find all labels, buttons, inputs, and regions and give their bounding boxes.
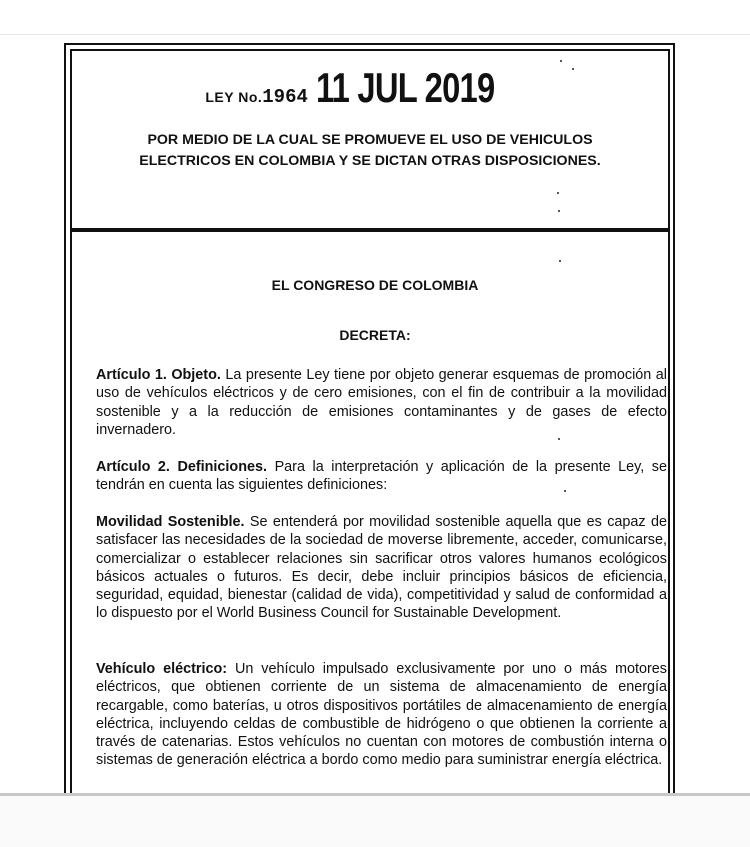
- scan-speck: [560, 60, 562, 62]
- article-text: Para la interpretación y aplicación de la presente Ley, se tendrán en cuenta las siguientes definiciones:: [96, 459, 667, 494]
- law-title: [90, 130, 650, 172]
- scan-speck: [564, 490, 566, 492]
- scan-speck: [558, 210, 560, 212]
- inner-frame-left: [70, 49, 72, 803]
- viewer-top-rule: [0, 34, 750, 35]
- definition-heading: Vehículo eléctrico:: [96, 661, 228, 677]
- definition-heading: Movilidad Sostenible.: [96, 514, 245, 530]
- article-text: La presente Ley tiene por objeto generar esquemas de promoción al uso de vehículos eléctricos y de cero emisiones, con el fin de contribuir a la movilidad sostenible y a la reducción de emisiones contaminantes y de gases de efecto invernadero.: [96, 367, 667, 438]
- header-divider: [70, 228, 669, 232]
- article-heading: Artículo 2. Definiciones.: [96, 459, 268, 475]
- law-number-line: [0, 64, 750, 112]
- scan-speck: [558, 438, 560, 440]
- scan-speck: [557, 192, 559, 194]
- decree-heading: DECRETA:: [339, 327, 411, 343]
- definition-text: Un vehículo impulsado exclusivamente por uno o más motores eléctricos, que obtienen corriente de un sistema de almacenamiento de energía recargable, como baterías, u otros dispositivos portátiles de almacenamiento de energía eléctrica, incluyendo celdas de combustible de hidrógeno o que obtienen la corriente a través de catenarias. Estos vehículos no cuentan con motores de combustión interna o sistemas de generación eléctrica a bordo como medio para suministrar energía eléctrica.: [96, 661, 667, 769]
- article-2: [96, 458, 667, 495]
- article-1: [96, 366, 667, 439]
- scan-speck: [559, 260, 561, 262]
- viewer-bottom-band: [0, 793, 750, 847]
- law-date-stamp: 11 JUL 2019: [315, 64, 495, 111]
- law-title-line-1: POR MEDIO DE LA CUAL SE PROMUEVE EL USO DE VEHICULOS: [147, 132, 593, 148]
- definition-sustainable-mobility: [96, 513, 667, 623]
- inner-frame-right: [668, 49, 670, 803]
- scan-speck: [572, 68, 574, 70]
- law-title-line-2: ELECTRICOS EN COLOMBIA Y SE DICTAN OTRAS DISPOSICIONES.: [139, 153, 601, 169]
- inner-frame-top: [70, 49, 669, 51]
- law-number: 1964: [262, 86, 308, 108]
- law-label: LEY No.: [205, 89, 263, 105]
- article-heading: Artículo 1. Objeto.: [96, 367, 221, 383]
- issuer-heading: EL CONGRESO DE COLOMBIA: [271, 277, 479, 293]
- definition-electric-vehicle: [96, 660, 667, 770]
- definition-text: Se entenderá por movilidad sostenible aquella que es capaz de satisfacer las necesidades de la sociedad de moverse libremente, acceder, comunicarse, comercializar o establecer relaciones sin sacrificar otros valores humanos ecológicos básicos actuales o futuros. Es decir, debe incluir principios básicos de eficiencia, seguridad, equidad, bienestar (calidad de vida), competitividad y salud de conformidad a lo dispuesto por el World Business Council for Sustainable Development.: [96, 514, 668, 622]
